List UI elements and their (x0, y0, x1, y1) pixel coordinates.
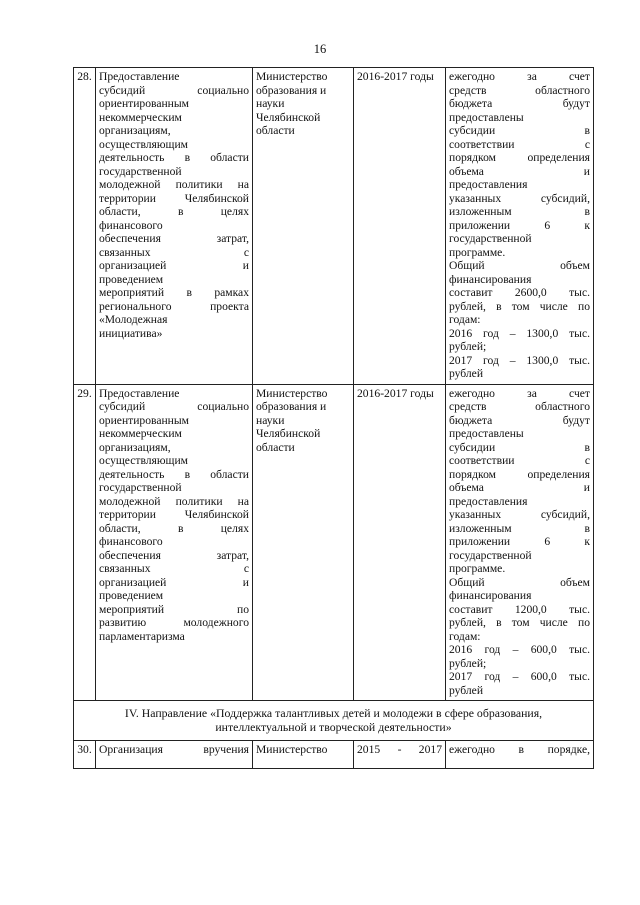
funding-cell (446, 68, 594, 385)
text-line: порядком определения (449, 151, 590, 164)
text-line: финансирования (449, 272, 532, 286)
text-line: организацией и (99, 575, 249, 589)
measure-text: Организация вручения (99, 743, 249, 756)
text-line: порядком определения (449, 467, 590, 481)
executor-cell (253, 68, 354, 385)
text-line: средств областного (449, 400, 590, 413)
text-line: субсидии в (449, 440, 590, 454)
text-line: финансового (99, 218, 163, 232)
text-line: связанных с (99, 562, 249, 575)
row-number: 28. (74, 68, 96, 385)
text-line: объема и (449, 164, 590, 178)
text-line: государственной (449, 548, 532, 562)
text-line: области (256, 124, 295, 137)
text-line: Министерство (256, 70, 328, 83)
text-line: Челябинской (256, 110, 321, 124)
period-cell (354, 741, 446, 769)
text-line: области (256, 440, 295, 454)
text-line: изложенным в (449, 521, 590, 535)
executor-text (256, 70, 350, 138)
text-line: программе. (449, 562, 506, 575)
text-line: ежегодно за счет (449, 70, 590, 83)
text-line: предоставления (449, 494, 528, 508)
executor-text (256, 387, 350, 455)
text-line: парламентаризма (99, 629, 185, 643)
text-line: Общий объем (449, 575, 590, 589)
measures-table (73, 67, 594, 769)
text-line: обеспечения затрат, (99, 232, 249, 245)
text-line: финансового (99, 535, 163, 548)
text-line: области, в целях (99, 521, 249, 535)
text-line: некоммерческим (99, 427, 182, 440)
text-line: осуществляющим (99, 454, 189, 467)
measure-cell (96, 741, 253, 769)
text-line: Предоставление (99, 70, 180, 83)
text-line: мероприятий в рамках (99, 286, 249, 299)
text-line: Общий объем (449, 259, 590, 272)
text-line: молодежной политики на (99, 178, 249, 191)
text-line: приложении 6 к (449, 535, 590, 548)
text-line: бюджета будут (449, 97, 590, 110)
text-line: субсидий социально (99, 83, 249, 97)
funding-text (449, 70, 590, 381)
text-line: субсидии в (449, 124, 590, 137)
text-line: образования и (256, 400, 327, 413)
text-line: территории Челябинской (99, 508, 249, 521)
text-line: 2017 год – 1300,0 тыс. (449, 353, 590, 367)
executor-cell: Министерство (253, 741, 354, 769)
text-line: соответствии с (449, 454, 590, 467)
funding-text: ежегодно в порядке, (449, 743, 590, 756)
period-cell: 2016-2017 годы (354, 68, 446, 385)
text-line: бюджета будут (449, 413, 590, 427)
measure-cell (96, 384, 253, 701)
text-line: государственной (449, 232, 532, 245)
text-line: государственной (99, 481, 182, 494)
text-line: организациям, (99, 440, 171, 454)
text-line: обеспечения затрат, (99, 548, 249, 562)
text-line: изложенным в (449, 205, 590, 218)
text-line: некоммерческим (99, 110, 182, 124)
text-line: составит 2600,0 тыс. (449, 286, 590, 299)
text-line: развитию молодежного (99, 616, 249, 629)
text-line: рублей; (449, 656, 487, 670)
text-line: рублей, в том числе по (449, 616, 590, 629)
text-line: предоставлены (449, 427, 524, 440)
text-line: 2016 год – 600,0 тыс. (449, 643, 590, 656)
text-line: организацией и (99, 259, 249, 272)
text-line: годам: (449, 313, 481, 326)
text-line: образования и (256, 83, 327, 97)
text-line: территории Челябинской (99, 191, 249, 205)
text-line: указанных субсидий, (449, 508, 590, 521)
text-line: рублей (449, 367, 484, 380)
funding-text (449, 387, 590, 698)
text-line: финансирования (449, 589, 532, 602)
measure-text (99, 387, 249, 644)
table-row (74, 741, 594, 769)
text-line: программе. (449, 245, 506, 259)
period-text: 2015 - 2017 (357, 743, 442, 756)
text-line: проведением (99, 272, 164, 286)
text-line: ориентированным (99, 413, 190, 427)
text-line: рублей (449, 683, 484, 697)
text-line: области, в целях (99, 205, 249, 218)
text-line: «Молодежная (99, 313, 168, 326)
text-line: организациям, (99, 124, 171, 137)
text-line: Челябинской (256, 427, 321, 440)
text-line: указанных субсидий, (449, 191, 590, 205)
text-line: приложении 6 к (449, 218, 590, 232)
text-line: объема и (449, 481, 590, 494)
section-heading: IV. Направление «Поддержка талантливых детей и молодежи в сфере образования, интеллектуальной и творческой деятельности» (74, 701, 594, 741)
text-line: составит 1200,0 тыс. (449, 602, 590, 616)
text-line: Министерство (256, 386, 328, 400)
text-line: деятельность в области (99, 467, 249, 481)
text-line: соответствии с (449, 137, 590, 151)
text-line: рублей, в том числе по (449, 299, 590, 313)
text-line: 2017 год – 600,0 тыс. (449, 670, 590, 683)
text-line: деятельность в области (99, 151, 249, 164)
text-line: государственной (99, 164, 182, 178)
table-row (74, 384, 594, 701)
text-line: инициатива» (99, 326, 163, 340)
text-line: проведением (99, 589, 164, 602)
text-line: субсидий социально (99, 400, 249, 413)
text-line: осуществляющим (99, 137, 189, 151)
row-number: 30. (74, 741, 96, 769)
measure-cell (96, 68, 253, 385)
text-line: науки (256, 413, 285, 427)
text-line: регионального проекта (99, 299, 249, 313)
text-line: молодежной политики на (99, 494, 249, 508)
text-line: средств областного (449, 83, 590, 97)
measure-text (99, 70, 249, 340)
section-heading-row (74, 701, 594, 741)
funding-cell (446, 384, 594, 701)
text-line: ежегодно за счет (449, 386, 590, 400)
text-line: 2016 год – 1300,0 тыс. (449, 326, 590, 340)
text-line: рублей; (449, 340, 487, 353)
funding-cell (446, 741, 594, 769)
text-line: предоставлены (449, 110, 524, 124)
executor-cell (253, 384, 354, 701)
text-line: Предоставление (99, 386, 180, 400)
text-line: годам: (449, 629, 481, 643)
text-line: мероприятий по (99, 602, 249, 616)
period-cell: 2016-2017 годы (354, 384, 446, 701)
page-number: 16 (313, 42, 327, 56)
row-number: 29. (74, 384, 96, 701)
text-line: связанных с (99, 245, 249, 259)
text-line: науки (256, 97, 285, 110)
text-line: ориентированным (99, 97, 190, 110)
text-line: предоставления (449, 178, 528, 191)
table-row (74, 68, 594, 385)
